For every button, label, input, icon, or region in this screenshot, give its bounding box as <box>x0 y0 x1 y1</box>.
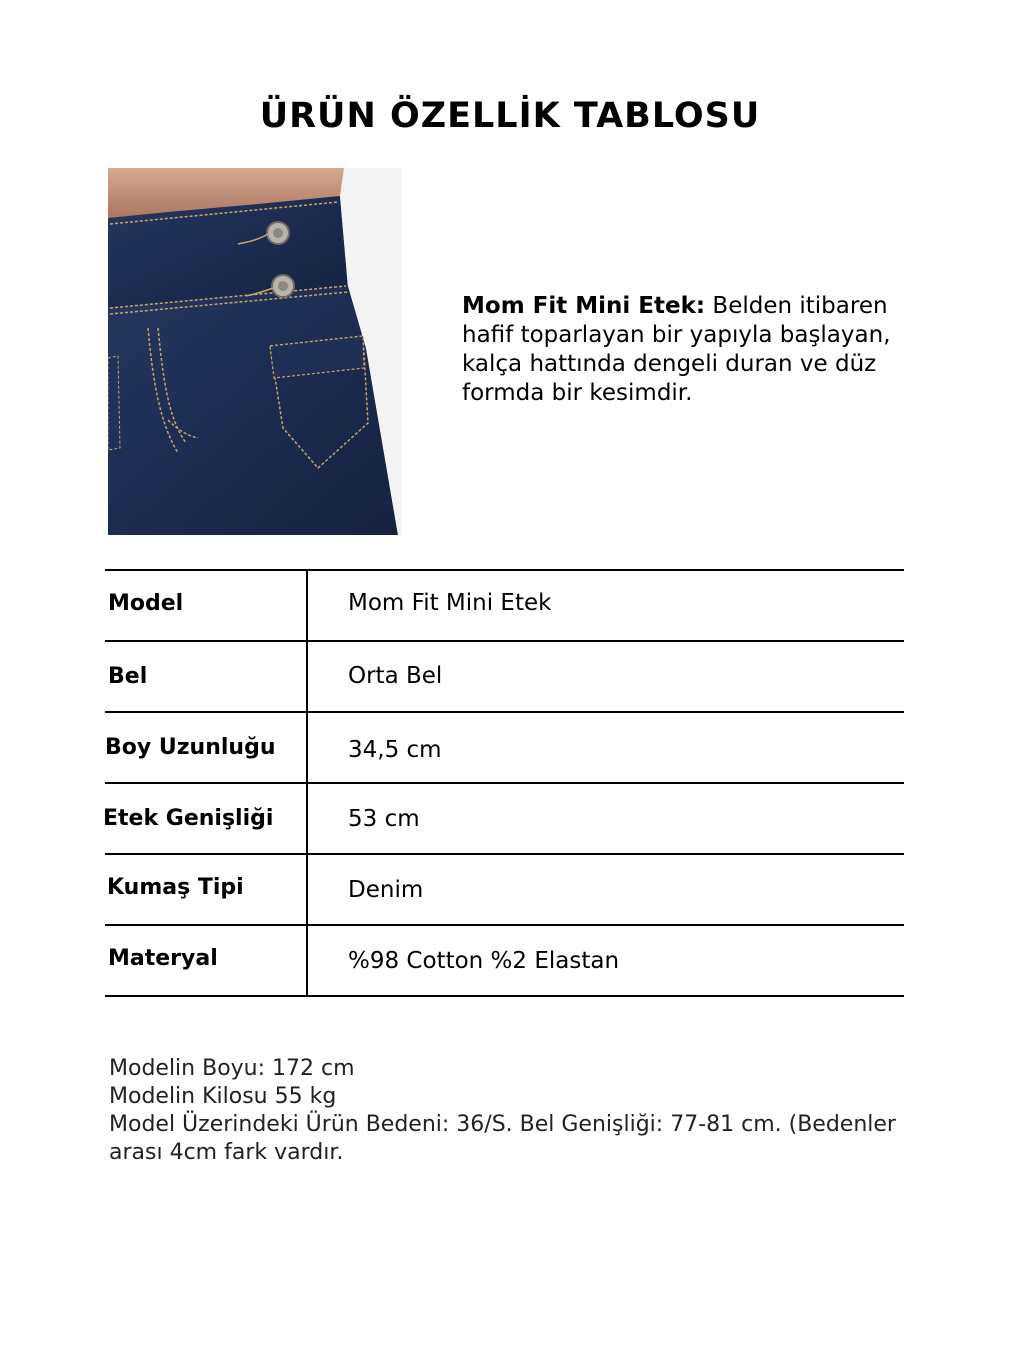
spec-value: Denim <box>348 877 424 903</box>
spec-value: 34,5 cm <box>348 737 442 763</box>
spec-row-bel <box>105 640 904 711</box>
product-name-label: Mom Fit Mini Etek: <box>462 293 706 319</box>
column-divider <box>306 571 308 640</box>
spec-value: 53 cm <box>348 806 420 832</box>
spec-value: Orta Bel <box>348 663 443 689</box>
spec-row-etek-genisligi <box>105 782 904 853</box>
model-size-note: Model Üzerindeki Ürün Bedeni: 36/S. Bel Genişliği: 77-81 cm. (Bedenler arası 4cm fark vardır. <box>109 1112 896 1165</box>
spec-row-materyal <box>105 924 904 997</box>
spec-label: Kumaş Tipi <box>107 875 244 900</box>
spec-row-boy-uzunlugu <box>105 711 904 782</box>
spec-row-kumas-tipi <box>105 853 904 924</box>
model-notes <box>109 1055 929 1167</box>
spec-value: %98 Cotton %2 Elastan <box>348 948 620 974</box>
spec-table <box>105 569 904 997</box>
column-divider <box>306 926 308 995</box>
spec-value: Mom Fit Mini Etek <box>348 590 552 616</box>
page-title: ÜRÜN ÖZELLİK TABLOSU <box>259 96 761 136</box>
spec-label: Materyal <box>108 946 218 971</box>
spec-label: Model <box>108 591 184 616</box>
spec-label: Etek Genişliği <box>103 806 274 831</box>
product-description <box>462 292 932 408</box>
spec-row-model <box>105 569 904 640</box>
column-divider <box>306 784 308 853</box>
model-weight-note: Modelin Kilosu 55 kg <box>109 1084 337 1109</box>
model-height-note: Modelin Boyu: 172 cm <box>109 1056 355 1081</box>
column-divider <box>306 642 308 711</box>
product-image <box>108 168 402 535</box>
column-divider <box>306 713 308 782</box>
column-divider <box>306 855 308 924</box>
product-description-text: Belden itibaren hafif toparlayan bir yapıyla başlayan, kalça hattında dengeli duran ve düz formda bir kesimdir. <box>462 293 891 406</box>
spec-label: Boy Uzunluğu <box>105 735 276 760</box>
spec-label: Bel <box>108 664 148 689</box>
